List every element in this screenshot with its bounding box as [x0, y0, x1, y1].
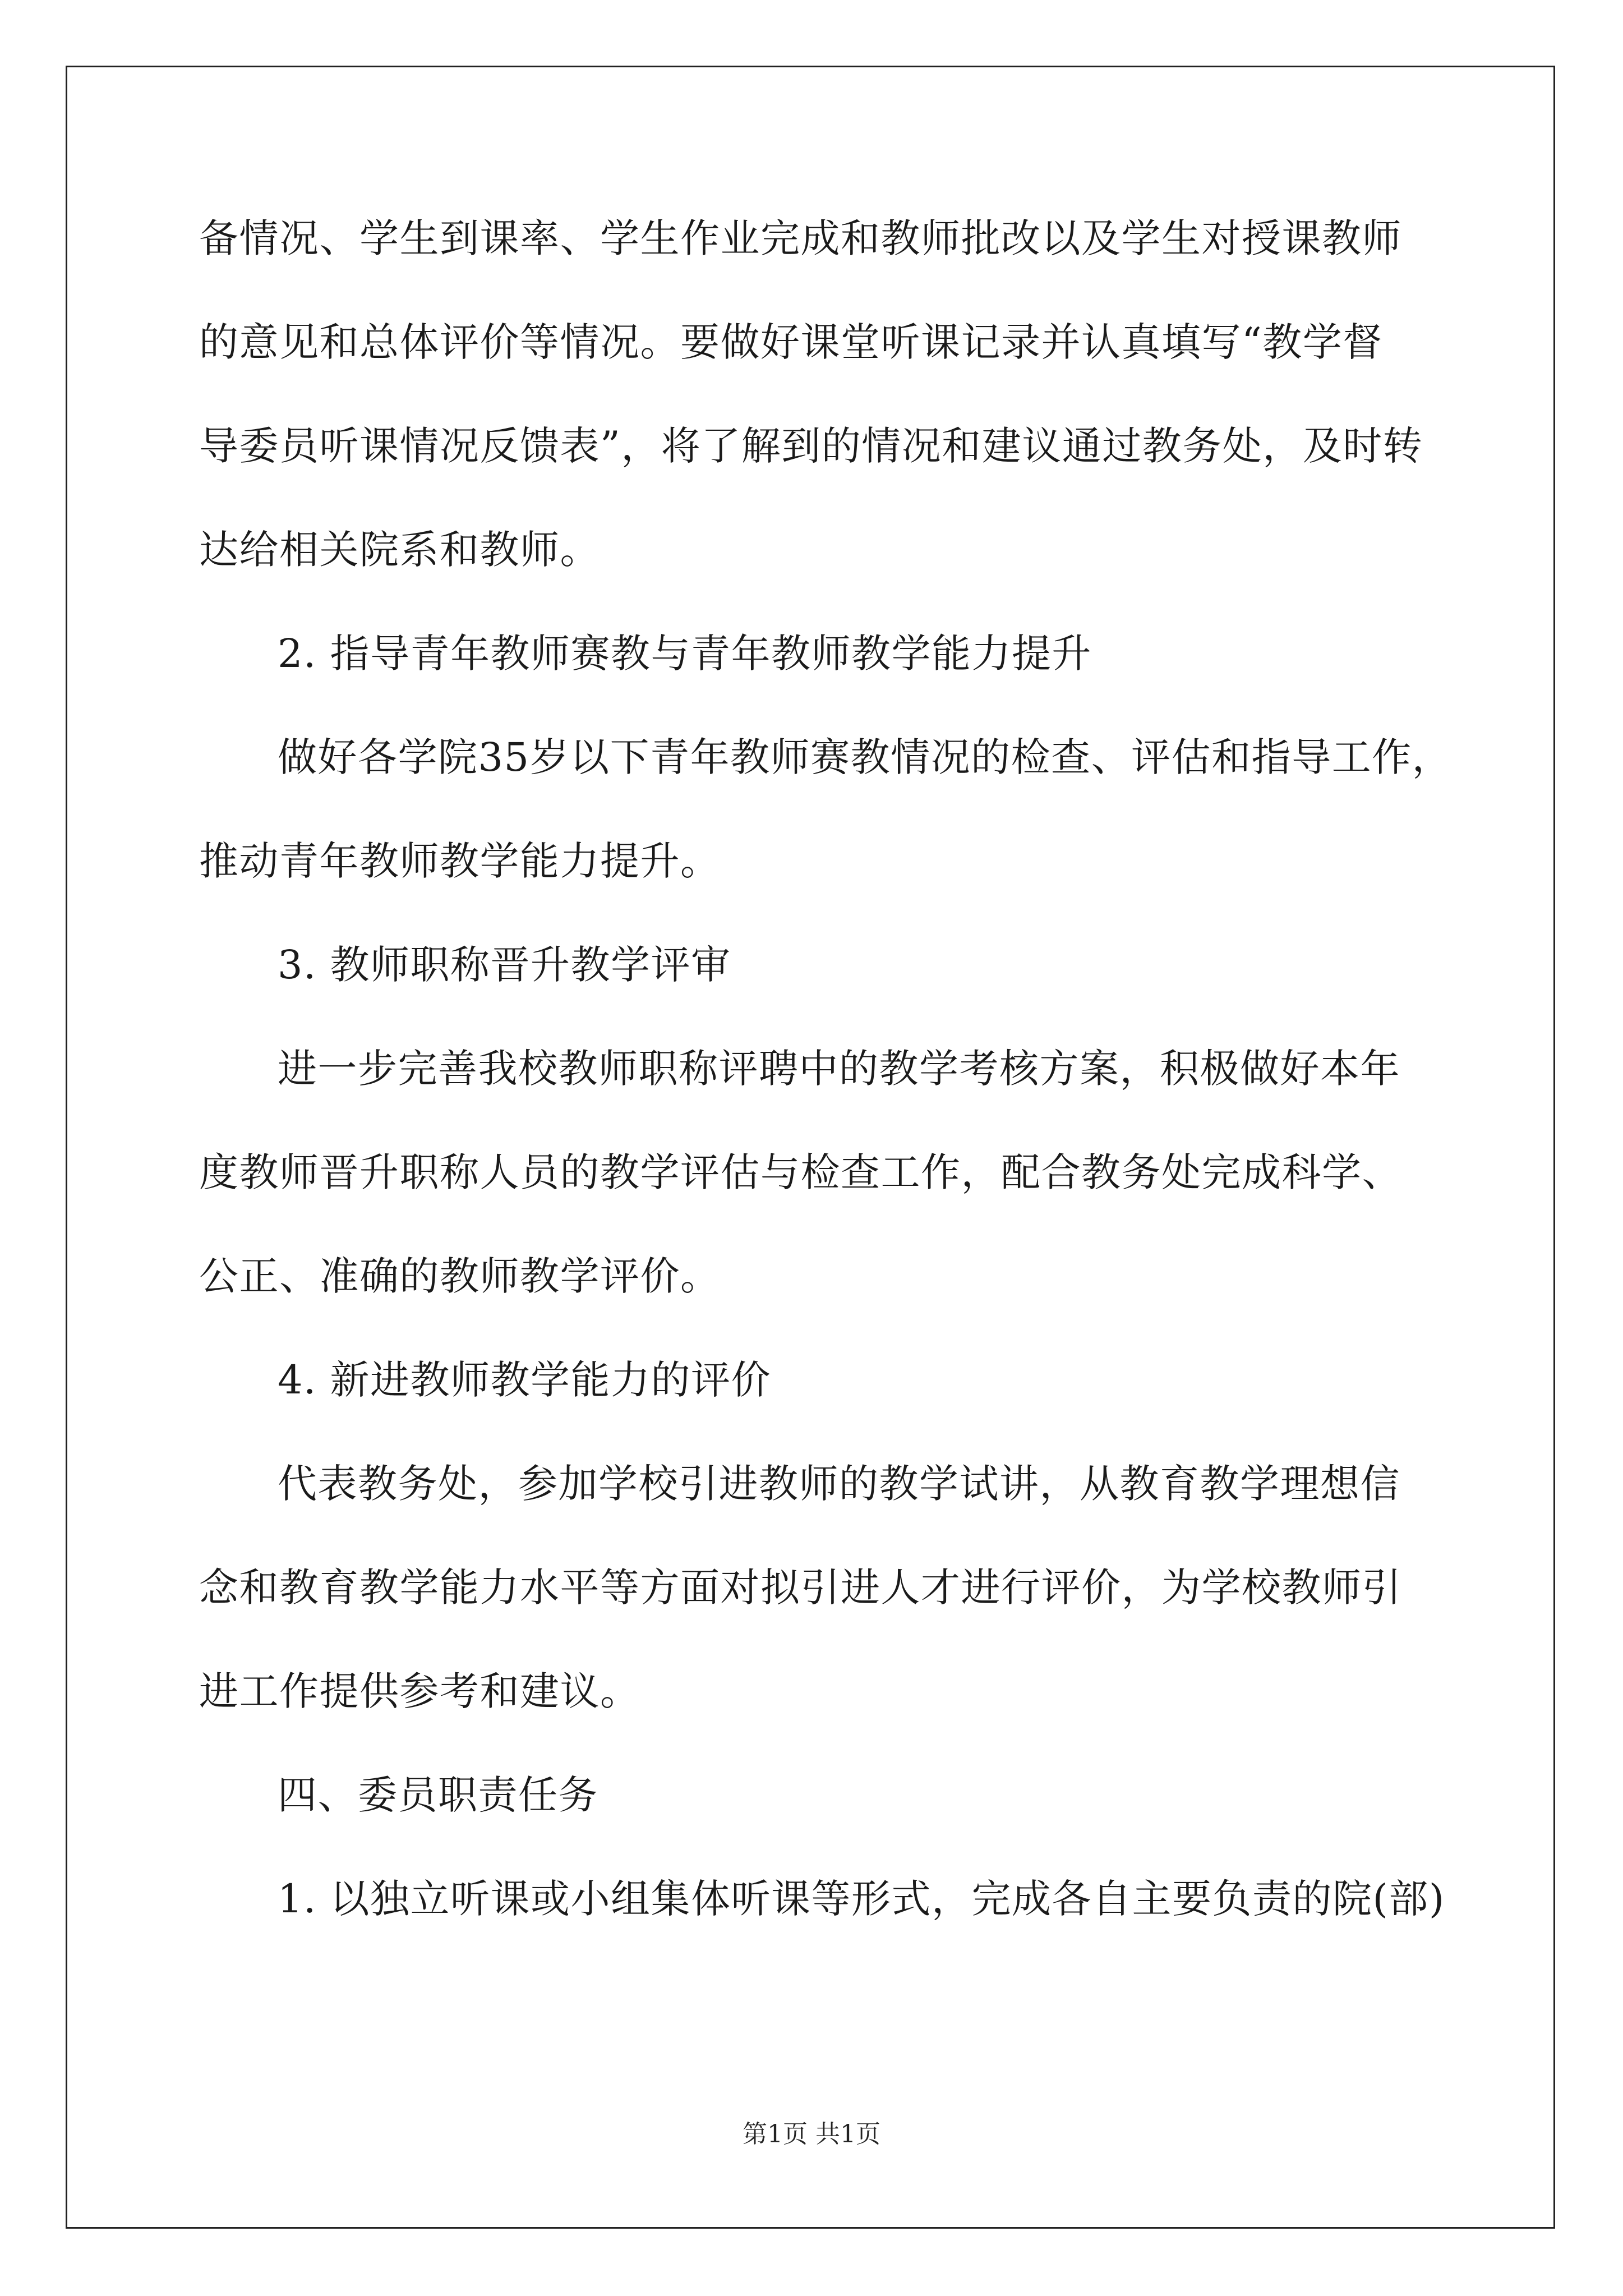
body-line: 念和教育教学能力水平等方面对拟引进人才进行评价，为学校教师引 — [199, 1565, 1402, 1611]
body-line: 1. 以独立听课或小组集体听课等形式，完成各自主要负责的院(部) — [278, 1876, 1445, 1922]
section-heading: 四、委员职责任务 — [278, 1772, 598, 1818]
section-heading: 4. 新进教师教学能力的评价 — [278, 1357, 772, 1403]
body-line: 做好各学院35岁以下青年教师赛教情况的检查、评估和指导工作， — [278, 734, 1453, 780]
body-line: 推动青年教师教学能力提升。 — [199, 838, 721, 884]
body-line: 导委员听课情况反馈表”，将了解到的情况和建议通过教务处，及时转 — [199, 423, 1423, 469]
body-line: 公正、准确的教师教学评价。 — [199, 1253, 721, 1299]
body-line: 进一步完善我校教师职称评聘中的教学考核方案，积极做好本年 — [278, 1046, 1400, 1092]
section-heading: 2. 指导青年教师赛教与青年教师教学能力提升 — [278, 631, 1092, 677]
body-line: 代表教务处，参加学校引进教师的教学试讲，从教育教学理想信 — [278, 1461, 1400, 1507]
section-heading: 3. 教师职称晋升教学评审 — [278, 942, 731, 988]
body-line: 度教师晋升职称人员的教学评估与检查工作，配合教务处完成科学、 — [199, 1149, 1402, 1195]
body-line: 达给相关院系和教师。 — [199, 527, 600, 573]
body-line: 进工作提供参考和建议。 — [199, 1668, 640, 1714]
body-line: 的意见和总体评价等情况。要做好课堂听课记录并认真填写“教学督 — [199, 319, 1383, 365]
page-number-footer: 第1页 共1页 — [743, 2120, 880, 2148]
body-line: 备情况、学生到课率、学生作业完成和教师批改以及学生对授课教师 — [199, 215, 1402, 261]
